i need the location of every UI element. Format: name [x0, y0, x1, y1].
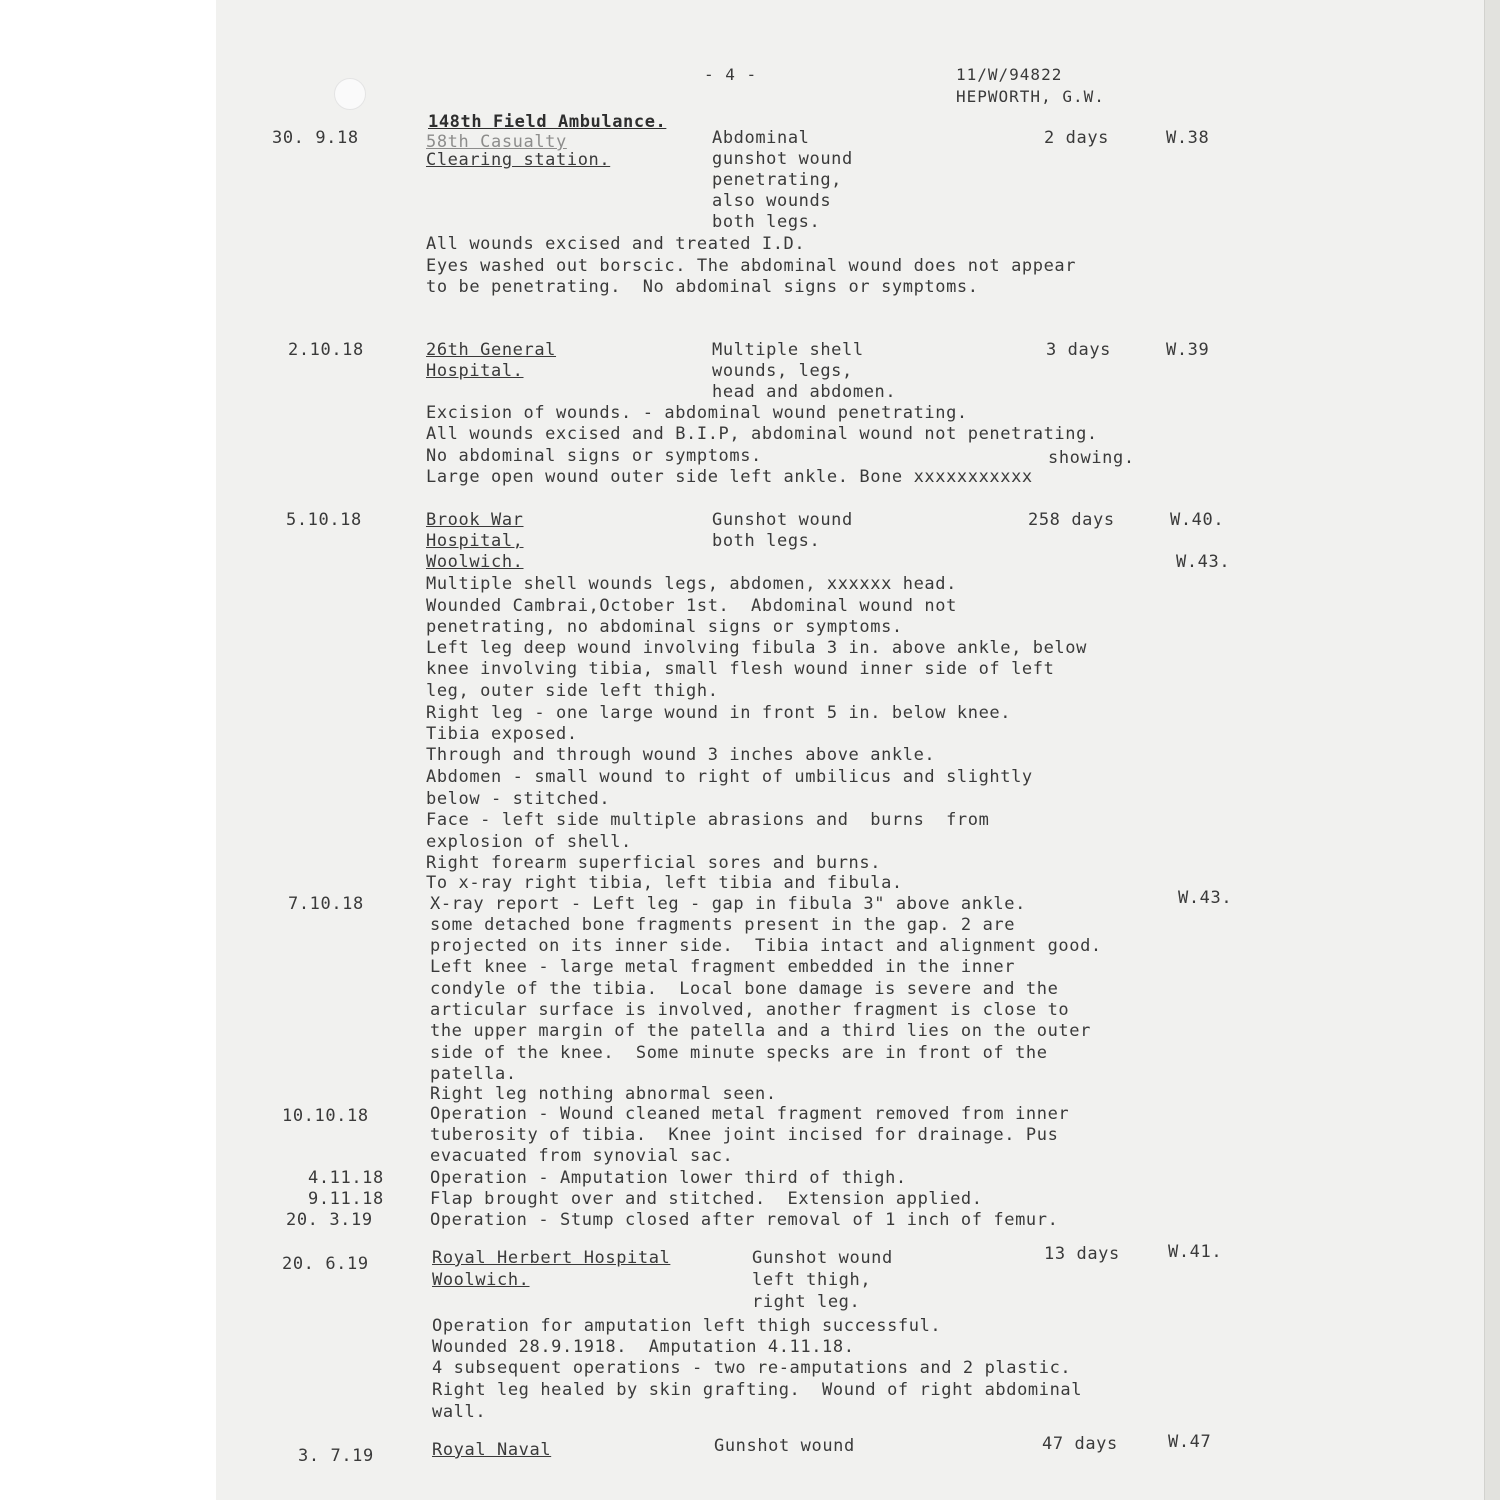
stay-duration: 47 days: [1042, 1434, 1118, 1454]
diagnosis-line: Gunshot wound: [752, 1248, 893, 1268]
note-line: knee involving tibia, small flesh wound inner side of left: [426, 659, 1055, 679]
record-ref: W.40.: [1170, 510, 1225, 530]
diagnosis-line: Abdominal: [712, 128, 810, 148]
note-line: Excision of wounds. - abdominal wound penetrating.: [426, 403, 968, 423]
entry-date: 9.11.18: [308, 1189, 384, 1209]
note-line: To x-ray right tibia, left tibia and fibula.: [426, 873, 903, 893]
diagnosis-line: Gunshot wound: [712, 510, 853, 530]
entry-date: 20. 3.19: [286, 1210, 373, 1230]
note-line: patella.: [430, 1064, 517, 1084]
record-ref: W.41.: [1168, 1242, 1223, 1262]
note-line: All wounds excised and B.I.P, abdominal wound not penetrating.: [426, 424, 1098, 444]
note-line: Flap brought over and stitched. Extension applied.: [430, 1189, 983, 1209]
diagnosis-line: both legs.: [712, 212, 821, 232]
note-line: tuberosity of tibia. Knee joint incised for drainage. Pus: [430, 1125, 1059, 1145]
unit-name-struck: 58th Casualty: [426, 132, 567, 152]
note-line: Operation for amputation left thigh successful.: [432, 1316, 942, 1336]
unit-name: Clearing station.: [426, 150, 611, 170]
stay-duration: 13 days: [1044, 1244, 1120, 1264]
note-line: to be penetrating. No abdominal signs or symptoms.: [426, 277, 979, 297]
entry-date: 4.11.18: [308, 1168, 384, 1188]
note-line: Right leg nothing abnormal seen.: [430, 1084, 777, 1104]
stay-duration: 2 days: [1044, 128, 1110, 148]
unit-name: Royal Herbert Hospital: [432, 1248, 671, 1268]
record-ref: W.43.: [1178, 888, 1233, 908]
record-ref: W.43.: [1176, 552, 1231, 572]
record-ref: W.47: [1168, 1432, 1212, 1452]
entry-date: 2.10.18: [288, 340, 364, 360]
unit-name: Royal Naval: [432, 1440, 552, 1460]
stay-duration: 3 days: [1046, 340, 1112, 360]
note-line: articular surface is involved, another fragment is close to: [430, 1000, 1070, 1020]
patient-name: HEPWORTH, G.W.: [956, 87, 1105, 106]
note-line: Face - left side multiple abrasions and burns from: [426, 810, 990, 830]
note-line: leg, outer side left thigh.: [426, 681, 719, 701]
entry-date: 7.10.18: [288, 894, 364, 914]
note-line: the upper margin of the patella and a third lies on the outer: [430, 1021, 1091, 1041]
note-line: Eyes washed out borscic. The abdominal wound does not appear: [426, 256, 1077, 276]
diagnosis-line: Gunshot wound: [714, 1436, 855, 1456]
unit-name: Woolwich.: [426, 552, 524, 572]
diagnosis-line: penetrating,: [712, 170, 843, 190]
note-line: All wounds excised and treated I.D.: [426, 234, 806, 254]
diagnosis-line: gunshot wound: [712, 149, 853, 169]
entry-date: 3. 7.19: [298, 1446, 374, 1466]
service-number: 11/W/94822: [956, 65, 1063, 84]
unit-name: Hospital,: [426, 531, 524, 551]
note-line: side of the knee. Some minute specks are in front of the: [430, 1043, 1048, 1063]
note-line: Wounded Cambrai,October 1st. Abdominal wound not: [426, 596, 957, 616]
note-line: No abdominal signs or symptoms.: [426, 446, 762, 466]
unit-name: Brook War: [426, 510, 524, 530]
unit-name: Woolwich.: [432, 1270, 530, 1290]
record-ref: W.39: [1166, 340, 1210, 360]
note-line: projected on its inner side. Tibia intact and alignment good.: [430, 936, 1102, 956]
entry-date: 10.10.18: [282, 1106, 369, 1126]
note-line: condyle of the tibia. Local bone damage is severe and the: [430, 979, 1059, 999]
punch-hole: [334, 78, 366, 110]
page-edge-shadow: [1484, 0, 1500, 1500]
note-line: Right forearm superficial sores and burns.: [426, 853, 882, 873]
entry-date: 5.10.18: [286, 510, 362, 530]
diagnosis-line: left thigh,: [752, 1270, 872, 1290]
note-line: below - stitched.: [426, 789, 611, 809]
note-line: X-ray report - Left leg - gap in fibula 3" above ankle.: [430, 894, 1026, 914]
unit-name: 26th General: [426, 340, 557, 360]
entry-date: 30. 9.18: [272, 128, 359, 148]
page-number: - 4 -: [704, 65, 758, 84]
note-line: wall.: [432, 1402, 487, 1422]
note-line: 4 subsequent operations - two re-amputations and 2 plastic.: [432, 1358, 1072, 1378]
note-line: Abdomen - small wound to right of umbilicus and slightly: [426, 767, 1033, 787]
note-line: Operation - Wound cleaned metal fragment removed from inner: [430, 1104, 1070, 1124]
note-line: Through and through wound 3 inches above ankle.: [426, 745, 936, 765]
note-line: some detached bone fragments present in the gap. 2 are: [430, 915, 1016, 935]
diagnosis-line: Multiple shell: [712, 340, 864, 360]
diagnosis-line: also wounds: [712, 191, 832, 211]
unit-name: 148th Field Ambulance.: [428, 112, 667, 132]
record-ref: W.38: [1166, 128, 1210, 148]
unit-name: Hospital.: [426, 361, 524, 381]
inserted-word: showing.: [1048, 448, 1135, 468]
note-line: Large open wound outer side left ankle. Bone xxxxxxxxxxx: [426, 467, 1033, 487]
document-page: [216, 0, 1500, 1500]
note-line: Operation - Amputation lower third of thigh.: [430, 1168, 907, 1188]
note-line: explosion of shell.: [426, 832, 632, 852]
note-line: penetrating, no abdominal signs or symptoms.: [426, 617, 903, 637]
diagnosis-line: head and abdomen.: [712, 382, 897, 402]
note-line: Operation - Stump closed after removal of 1 inch of femur.: [430, 1210, 1059, 1230]
note-line: Right leg healed by skin grafting. Wound of right abdominal: [432, 1380, 1083, 1400]
note-line: Right leg - one large wound in front 5 in. below knee.: [426, 703, 1012, 723]
note-line: Wounded 28.9.1918. Amputation 4.11.18.: [432, 1337, 855, 1357]
diagnosis-line: right leg.: [752, 1292, 861, 1312]
entry-date: 20. 6.19: [282, 1254, 369, 1274]
note-line: Multiple shell wounds legs, abdomen, xxxxxx head.: [426, 574, 957, 594]
diagnosis-line: wounds, legs,: [712, 361, 853, 381]
note-line: Left knee - large metal fragment embedded in the inner: [430, 957, 1016, 977]
stay-duration: 258 days: [1028, 510, 1115, 530]
note-line: Left leg deep wound involving fibula 3 in. above ankle, below: [426, 638, 1087, 658]
diagnosis-line: both legs.: [712, 531, 821, 551]
note-line: evacuated from synovial sac.: [430, 1146, 734, 1166]
note-line: Tibia exposed.: [426, 724, 578, 744]
